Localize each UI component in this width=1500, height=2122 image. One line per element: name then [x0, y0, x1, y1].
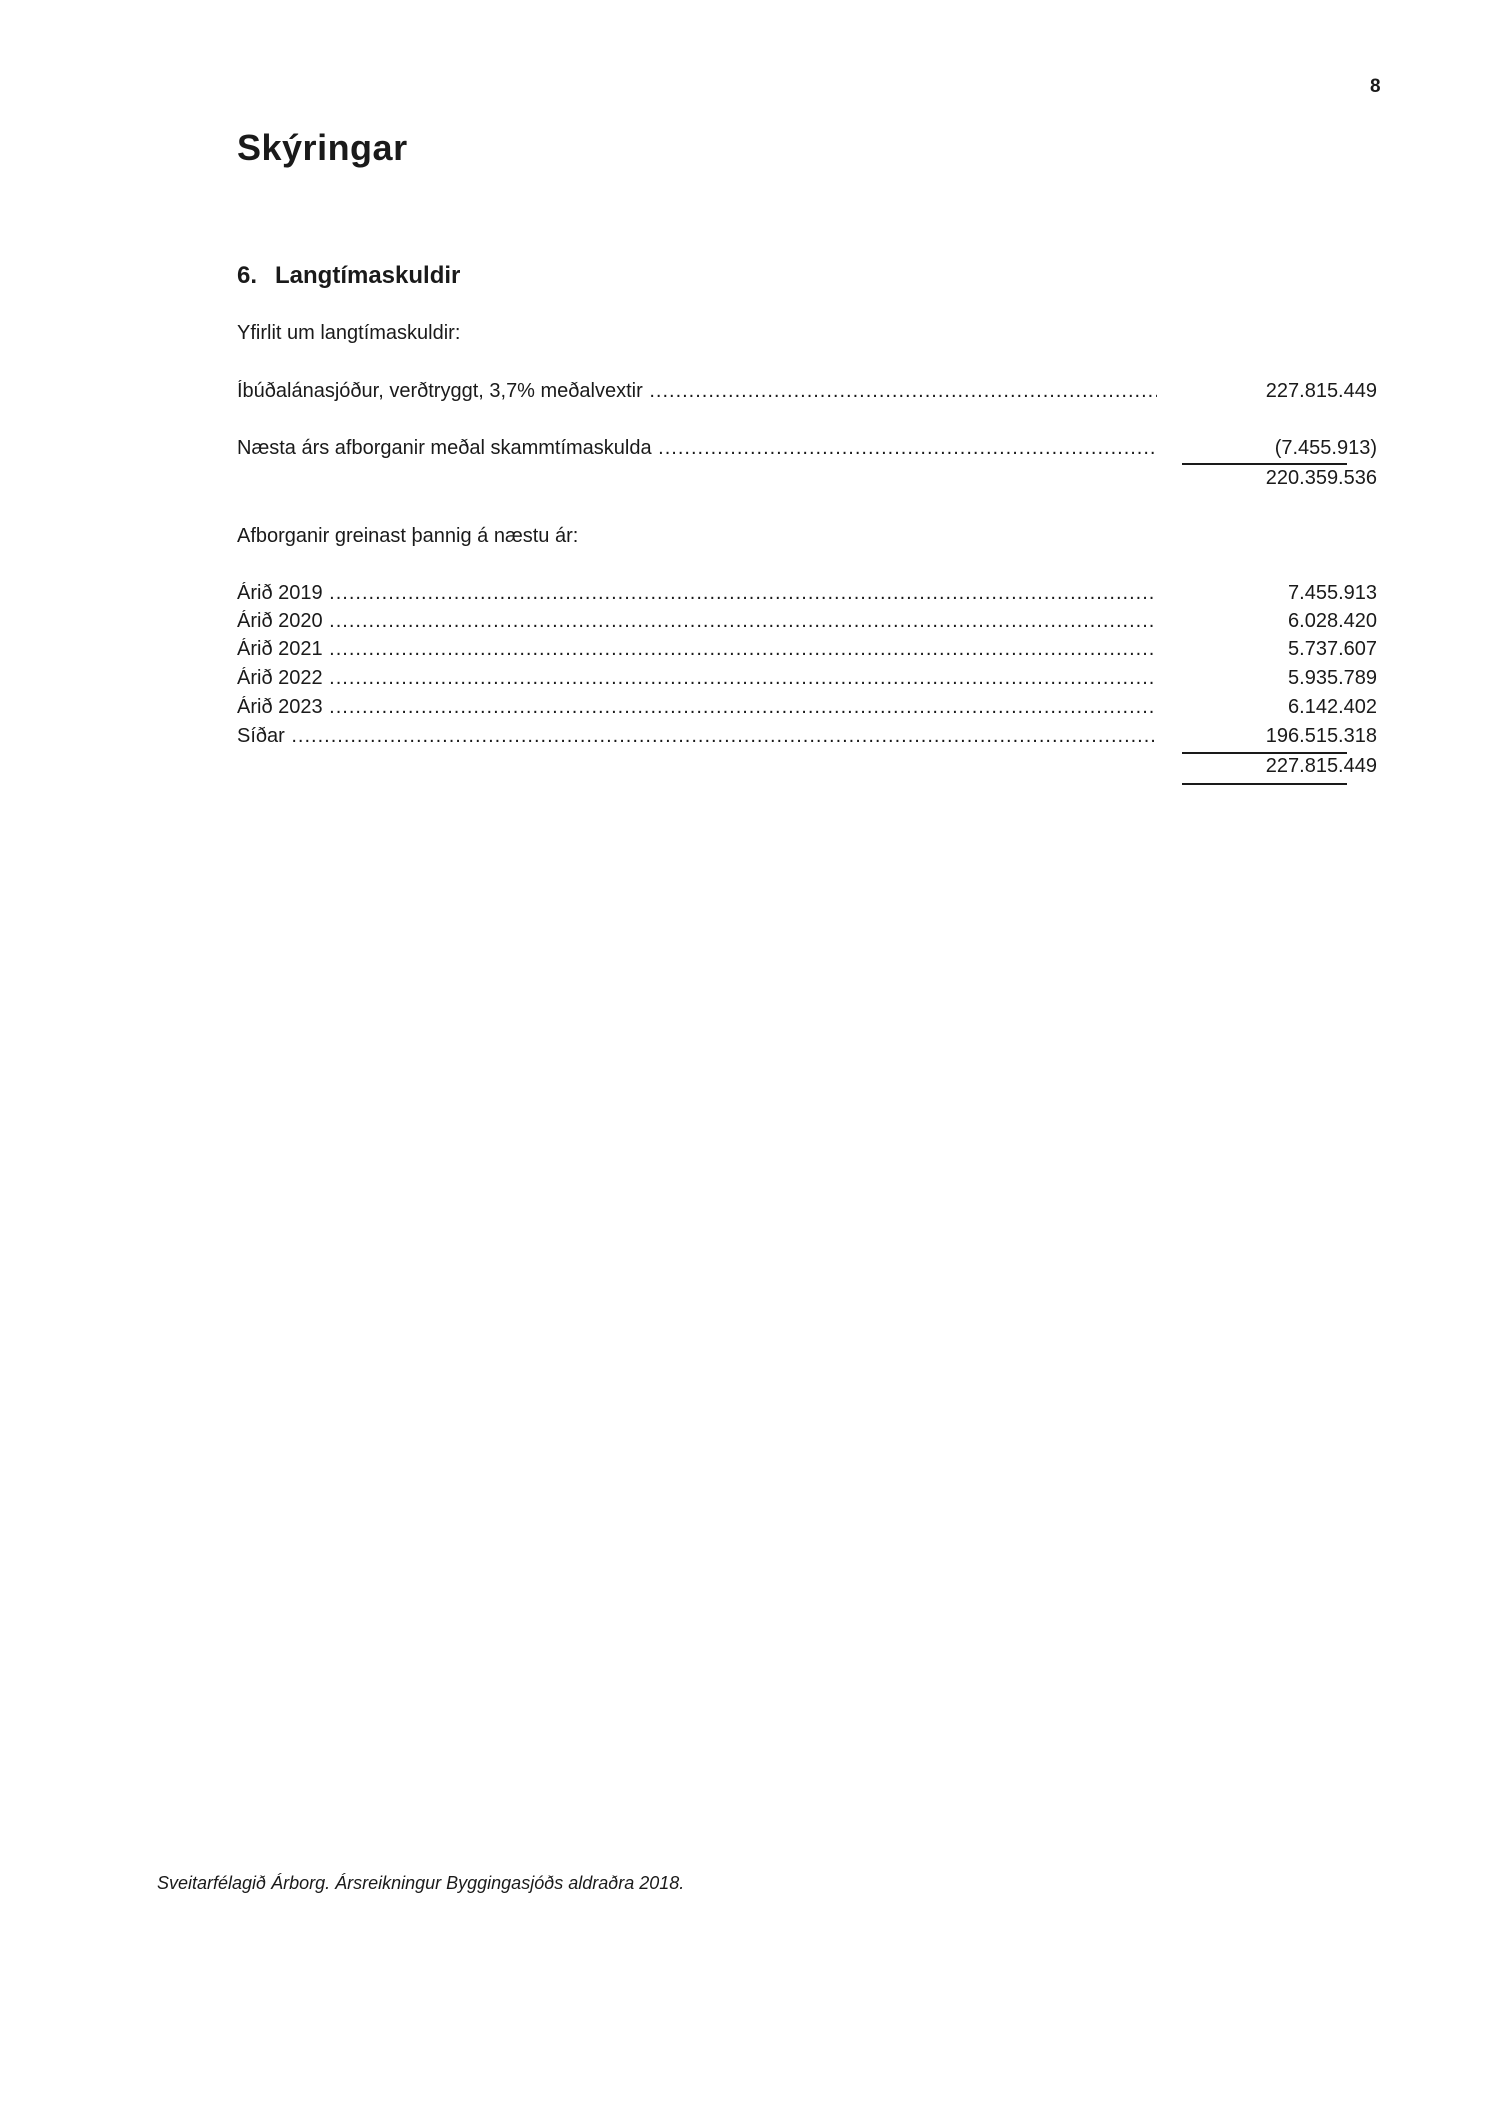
- schedule-row-label: Árið 2019 .....: [237, 582, 1157, 605]
- schedule-row-value: 6.142.402: [1288, 696, 1377, 718]
- schedule-row-label: Árið 2020 .....: [237, 610, 1157, 633]
- schedule-row-value: 6.028.420: [1288, 610, 1377, 632]
- schedule-row: [237, 610, 1377, 638]
- current-portion-value: (7.455.913): [1274, 437, 1377, 459]
- schedule-total-value: 227.815.449: [1265, 755, 1377, 777]
- net-value: 220.359.536: [1265, 467, 1377, 489]
- schedule-row: [237, 638, 1377, 666]
- schedule-row-value: 196.515.318: [1265, 725, 1377, 747]
- current-portion-row: [237, 437, 1377, 465]
- loan-value: 227.815.449: [1265, 380, 1377, 402]
- schedule-row-label: Síðar .....: [237, 725, 1157, 748]
- schedule-row: [237, 725, 1377, 753]
- section-heading: [237, 262, 460, 290]
- schedule-row-value: 5.935.789: [1288, 667, 1377, 689]
- schedule-row: [237, 696, 1377, 724]
- page-number: 8: [1370, 76, 1381, 97]
- schedule-row: [237, 667, 1377, 695]
- schedule-intro: Afborganir greinast þannig á næstu ár:: [237, 525, 579, 547]
- current-portion-label: Næsta árs afborganir meðal skammtímaskulda .....: [237, 437, 1157, 460]
- footer-text: Sveitarfélagið Árborg. Ársreikningur Byggingasjóðs aldraðra 2018.: [157, 1873, 685, 1893]
- schedule-row: [237, 582, 1377, 610]
- section-title: Langtímaskuldir: [275, 262, 461, 289]
- schedule-row-value: 7.455.913: [1288, 582, 1377, 604]
- schedule-row-label: Árið 2022 .....: [237, 667, 1157, 690]
- schedule-total-underline: [1182, 783, 1347, 785]
- net-row: [237, 467, 1377, 495]
- loan-row: [237, 380, 1377, 408]
- schedule-row-label: Árið 2021 .....: [237, 638, 1157, 661]
- schedule-row-value: 5.737.607: [1288, 638, 1377, 660]
- section-number: 6.: [237, 262, 258, 289]
- summary-underline: [1182, 463, 1347, 465]
- schedule-row-label: Árið 2023 .....: [237, 696, 1157, 719]
- loan-label: Íbúðalánasjóður, verðtryggt, 3,7% meðalvextir .....: [237, 380, 1157, 403]
- schedule-total-row: [237, 755, 1377, 783]
- page-title: Skýringar: [237, 127, 408, 168]
- schedule-underline: [1182, 752, 1347, 754]
- section-intro: Yfirlit um langtímaskuldir:: [237, 322, 461, 344]
